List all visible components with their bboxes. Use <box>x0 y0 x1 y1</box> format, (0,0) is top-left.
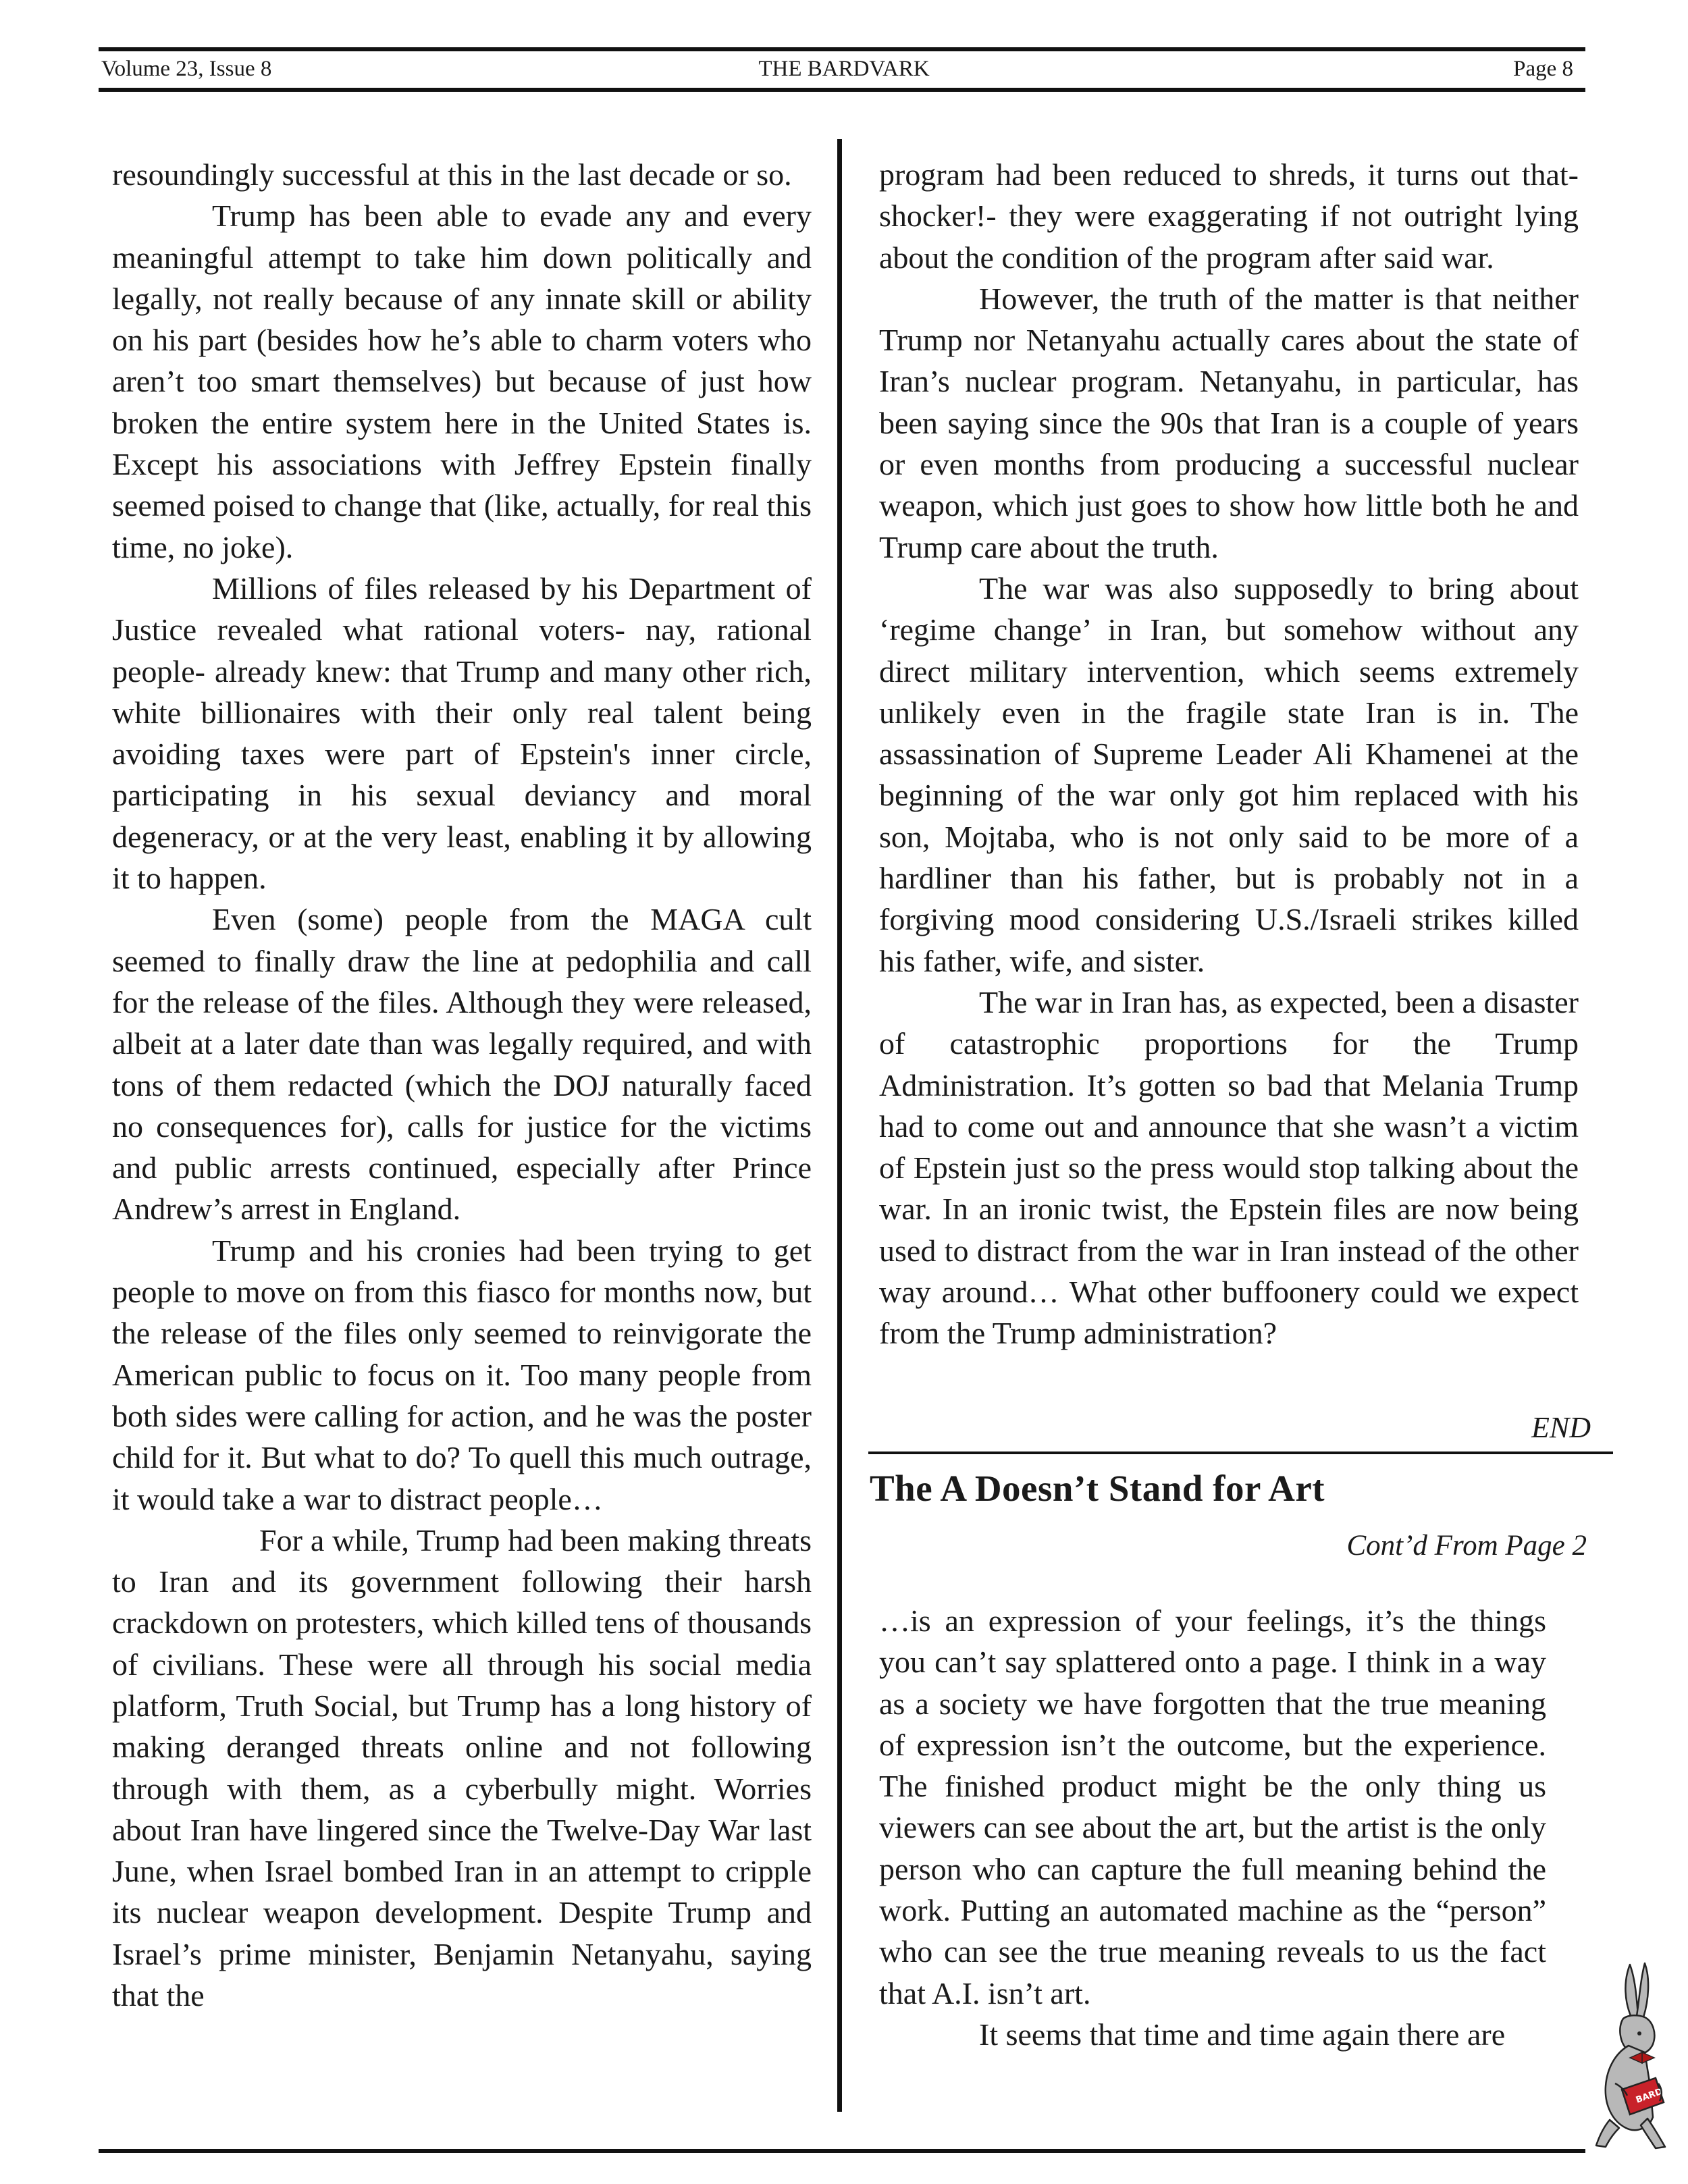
svg-text:BARD: BARD <box>1634 2086 1664 2106</box>
right-column-top <box>879 154 1579 1354</box>
right-paragraph-2: However, the truth of the matter is that neither Trump nor Netanyahu actually cares about the state of Iran’s nuclear program. Netanyahu, in particular, has been saying since the 90s that Iran is a couple of years or even months from producing a successful nuclear weapon, which just goes to show how little both he and Trump care about the truth. <box>879 281 1579 564</box>
header-rule-top <box>99 47 1585 51</box>
right-paragraph-3: The war was also supposedly to bring about ‘regime change’ in Iran, but somehow without any direct military intervention, which seems extremely unlikely even in the fragile state Iran is in. The assassination of Supreme Leader Ali Khamenei at the beginning of the war only got him replaced with his son, Mojtaba, who is not only said to be more of a hardliner than his father, but is probably not in a forgiving mood considering U.S./Israeli strikes killed his father, wife, and sister. <box>879 570 1579 978</box>
left-paragraph-6: For a while, Trump had been making threats to Iran and its government following their harsh crackdown on protesters, which killed tens of thousands of civilians. These were all through his social media platform, Truth Social, but Trump has a long history of making deranged threats online and not following through with them, as a cyberbully might. Worries about Iran have lingered since the Twelve-Day War last June, when Israel bombed Iran in an attempt to cripple its nuclear weapon development. Despite Trump and Israel’s prime minister, Benjamin Netanyahu, saying that the <box>112 1522 812 2013</box>
left-paragraph-3: Millions of files released by his Department of Justice revealed what rational voters- nay, rational people- already knew: that Trump and many other rich, white billionaires with their only real talent being avoiding taxes were part of Epstein's inner circle, participating in his sexual deviancy and moral degeneracy, or at the very least, enabling it by allowing it to happen. <box>112 570 812 896</box>
volume-issue: Volume 23, Issue 8 <box>101 57 272 81</box>
footer-rule <box>99 2149 1585 2153</box>
art-paragraph-2: It seems that time and time again there are <box>979 2017 1506 2052</box>
left-paragraph-1: resoundingly successful at this in the last decade or so. <box>112 157 792 192</box>
left-paragraph-4: Even (some) people from the MAGA cult seemed to finally draw the line at pedophilia and call for the release of the files. Although they were released, albeit at a later date than was legally required, and with tons of them redacted (which the DOJ naturally faced no consequences for), calls for justice for the victims and public arrests continued, especially after Prince Andrew’s arrest in England. <box>112 902 812 1227</box>
column-divider <box>837 139 842 2112</box>
right-paragraph-4: The war in Iran has, as expected, been a disaster of catastrophic proportions for the Trump Administration. It’s gotten so bad that Melania Trump had to come out and announce that she wasn’t a victim of Epstein just so the press would stop talking about the war. In an ironic twist, the Epstein files are now being used to distract from the war in Iran instead of the other way around… What other buffoonery could we expect from the Trump administration? <box>879 984 1579 1351</box>
art-paragraph-1: …is an expression of your feelings, it’s the things you can’t say splattered onto a page. I think in a way as a society we have forgotten that the true meaning of expression isn’t the outcome, but the experience. The finished product might be the only thing us viewers can see about the art, but the artist is the only person who can capture the full meaning behind the work. Putting an automated machine as the “person” who can see the true meaning reveals to us the fact that A.I. isn’t art. <box>879 1603 1546 2010</box>
page-number: Page 8 <box>1513 57 1573 81</box>
section-rule <box>868 1451 1613 1454</box>
right-paragraph-1: program had been reduced to shreds, it turns out that-shocker!- they were exaggerating if not outright lying about the condition of the program after said war. <box>879 157 1579 275</box>
art-article-body <box>879 1600 1546 2055</box>
header-rule-bottom <box>99 88 1585 92</box>
article-end-mark: END <box>1531 1411 1591 1444</box>
left-column <box>112 154 812 2016</box>
left-paragraph-5: Trump and his cronies had been trying to get people to move on from this fiasco for months now, but the release of the files only seemed to reinvigorate the American public to focus on it. Too many people from both sides were calling for action, and he was the poster child for it. But what to do? To quell this much outrage, it would take a war to distract people… <box>112 1233 812 1516</box>
aardvark-mascot-icon <box>1583 1951 1684 2154</box>
left-paragraph-2: Trump has been able to evade any and every meaningful attempt to take him down politically and legally, not really because of any innate skill or ability on his part (besides how he’s able to charm voters who aren’t too smart themselves) but because of just how broken the entire system here in the United States is. Except his associations with Jeffrey Epstein finally seemed poised to change that (like, actually, for real this time, no joke). <box>112 198 812 564</box>
continued-from-note: Cont’d From Page 2 <box>1346 1530 1587 1562</box>
publication-title: THE BARDVARK <box>758 57 930 81</box>
article-title: The A Doesn’t Stand for Art <box>870 1468 1325 1509</box>
